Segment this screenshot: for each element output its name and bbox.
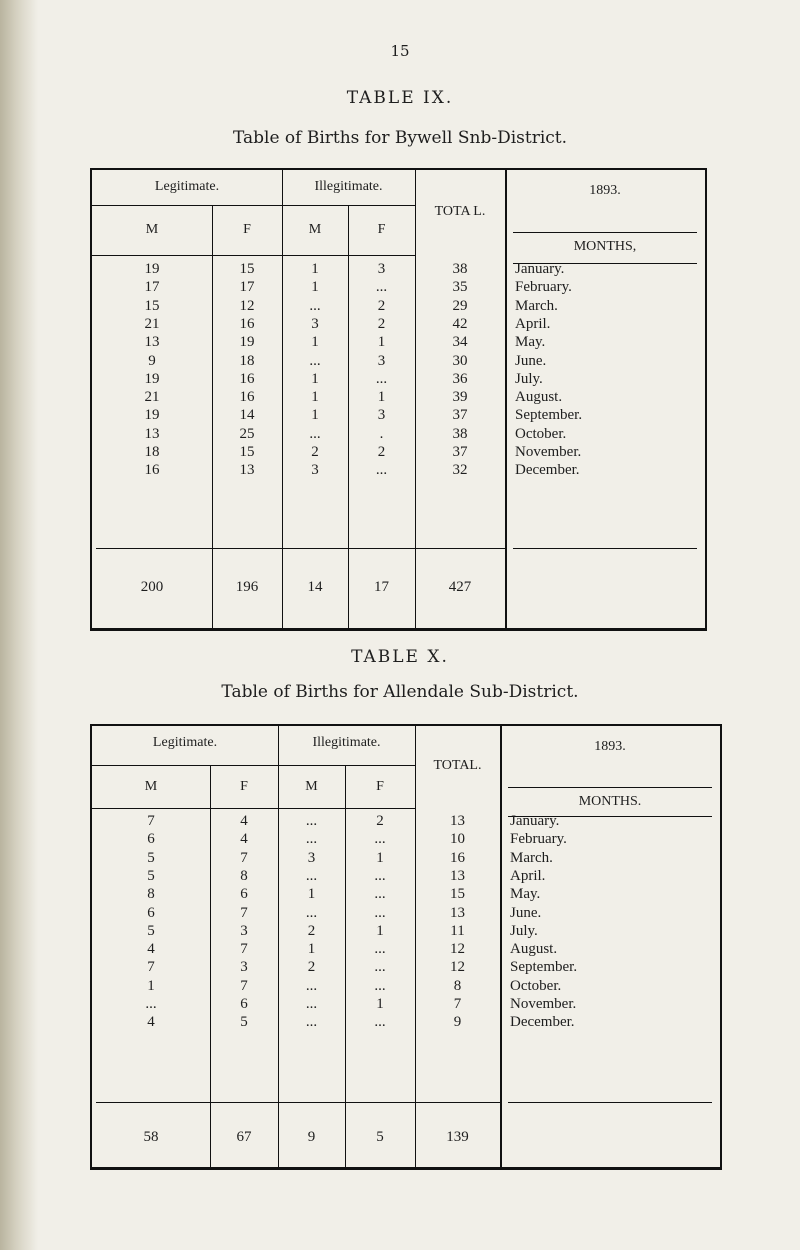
cell-total: 8	[453, 977, 462, 994]
cell-month: December.	[515, 462, 580, 479]
cell-illegit-m: ...	[305, 904, 318, 921]
cell-illegit-f: 1	[376, 849, 384, 866]
right-rule	[705, 168, 707, 631]
cell-illegit-f: ...	[374, 886, 386, 903]
cell-total: 36	[452, 370, 468, 387]
bottom-rule	[90, 628, 707, 631]
cell-legit-m: 15	[144, 297, 160, 314]
legit-header-rule	[92, 205, 282, 206]
cell-month: March.	[510, 849, 553, 866]
cell-total: 42	[452, 315, 468, 332]
illegit-header-rule	[278, 765, 415, 766]
cell-illegit-f: 1	[377, 334, 386, 351]
cell-total: 16	[450, 849, 465, 866]
cell-legit-m: 1	[147, 977, 155, 994]
cell-legit-f: 6	[240, 886, 248, 903]
cell-legit-f: 8	[240, 867, 248, 884]
cell-legit-f: 7	[240, 977, 248, 994]
cell-illegit-m: ...	[305, 813, 318, 829]
cell-illegit-f: ...	[374, 867, 386, 884]
header-legitimate: Legitimate.	[152, 735, 218, 750]
cell-illegit-m: 1	[311, 279, 319, 296]
cell-total: 38	[452, 425, 468, 442]
cell-total: 12	[450, 941, 465, 958]
cell-illegit-f: ...	[374, 831, 386, 848]
cell-month: April.	[510, 867, 546, 884]
cell-legit-m: 19	[144, 407, 160, 424]
table-ix-caption: Table of Births for Bywell Snb-District.	[232, 128, 568, 148]
cell-total: 37	[452, 407, 468, 424]
cell-legit-m: 9	[148, 352, 156, 369]
header-legitimate: Legitimate.	[154, 179, 220, 194]
header-illegitimate: Illegitimate.	[312, 735, 381, 750]
cell-legit-f: 16	[239, 370, 255, 387]
header-illegit-f: F	[377, 222, 386, 237]
cell-total: 13	[450, 867, 465, 884]
cell-legit-f: 7	[240, 941, 248, 958]
cell-legit-f: 12	[239, 297, 255, 314]
total-illegit-m: 9	[307, 1129, 316, 1145]
cell-total: 29	[452, 297, 468, 314]
header-illegit-f: F	[376, 778, 384, 794]
cell-illegit-f: 2	[376, 813, 384, 829]
cell-legit-m: 19	[144, 261, 160, 277]
cell-legit-m: 7	[147, 813, 155, 829]
cell-illegit-f: ...	[374, 977, 386, 994]
total-illegit-f: 17	[374, 579, 389, 595]
header-illegit-m: M	[305, 778, 318, 794]
cell-illegit-m: 3	[307, 849, 316, 866]
cell-month: November.	[515, 444, 582, 460]
header-legit-f: F	[240, 778, 248, 794]
page-number: 15	[390, 42, 410, 60]
cell-total: 30	[452, 352, 468, 369]
header-legit-m: M	[145, 222, 159, 237]
cell-illegit-f: ...	[374, 1014, 386, 1031]
page-edge-shadow	[0, 0, 38, 1250]
header-bottom-rule	[92, 808, 415, 809]
cell-legit-f: 13	[239, 462, 255, 479]
cell-total: 35	[452, 279, 468, 296]
total-illegit-m: 14	[307, 579, 323, 595]
cell-illegit-f: 1	[377, 389, 386, 406]
right-rule	[720, 724, 722, 1170]
cell-total: 10	[450, 831, 465, 848]
header-illegitimate: Illegitimate.	[314, 179, 383, 194]
cell-month: September.	[515, 407, 583, 424]
cell-illegit-f: ...	[374, 941, 386, 958]
cell-total: 37	[452, 444, 468, 460]
cell-illegit-m: 1	[311, 261, 319, 277]
cell-legit-f: 5	[240, 1014, 248, 1031]
cell-illegit-f: 1	[376, 996, 384, 1012]
cell-illegit-m: 2	[307, 959, 316, 976]
cell-illegit-m: ...	[305, 996, 318, 1012]
cell-legit-f: 4	[240, 831, 248, 848]
cell-legit-m: 16	[144, 462, 160, 479]
cell-month: June.	[510, 904, 542, 921]
cell-month: April.	[515, 315, 551, 332]
cell-legit-m: 6	[147, 831, 155, 848]
cell-total: 11	[450, 922, 465, 939]
cell-total: 32	[452, 462, 468, 479]
cell-illegit-f: 2	[377, 315, 386, 332]
cell-month: January.	[510, 813, 560, 829]
table-x-title: TABLE X.	[351, 647, 449, 667]
months-totals-rule	[508, 1102, 712, 1103]
total-legit-m: 58	[143, 1129, 159, 1145]
header-months: MONTHS.	[578, 794, 642, 809]
cell-legit-f: 17	[239, 279, 255, 296]
header-months: MONTHS,	[573, 239, 637, 254]
cell-total: 12	[450, 959, 465, 976]
cell-legit-f: 14	[239, 407, 255, 424]
cell-month: November.	[510, 996, 577, 1012]
cell-illegit-m: 2	[311, 444, 319, 460]
cell-month: March.	[515, 297, 558, 314]
cell-illegit-f: .	[379, 425, 384, 442]
cell-illegit-m: 3	[311, 462, 319, 479]
cell-illegit-m: 1	[307, 941, 316, 958]
cell-total: 39	[452, 389, 468, 406]
cell-month: July.	[510, 922, 538, 939]
year-months-rule	[513, 232, 697, 233]
cell-illegit-m: ...	[305, 867, 318, 884]
cell-legit-f: 25	[239, 425, 255, 442]
top-rule	[90, 724, 722, 726]
header-legit-m: M	[144, 778, 158, 794]
totals-rule	[96, 1102, 500, 1103]
cell-month: May.	[510, 886, 541, 903]
cell-month: February.	[515, 279, 572, 296]
cell-legit-m: 13	[144, 334, 160, 351]
cell-legit-f: 15	[239, 444, 255, 460]
total-illegit-f: 5	[376, 1129, 384, 1145]
cell-legit-m: 6	[147, 904, 155, 921]
cell-total: 9	[453, 1014, 462, 1031]
cell-illegit-m: 1	[311, 334, 319, 351]
header-year: 1893.	[589, 183, 621, 198]
year-months-rule	[508, 787, 712, 788]
top-rule	[90, 168, 707, 170]
cell-legit-m: 4	[147, 1014, 155, 1031]
cell-legit-f: 3	[240, 922, 248, 939]
total-legit-m: 200	[140, 579, 164, 595]
cell-total: 13	[450, 904, 465, 921]
cell-illegit-m: ...	[309, 425, 321, 442]
cell-total: 13	[450, 813, 465, 829]
cell-month: August.	[515, 389, 563, 406]
cell-total: 38	[452, 261, 468, 277]
cell-illegit-f: 2	[377, 297, 386, 314]
cell-illegit-m: ...	[305, 831, 318, 848]
col-rule-months	[500, 724, 502, 1167]
col-rule-months	[505, 168, 507, 628]
cell-month: June.	[515, 352, 547, 369]
header-total: TOTA L.	[434, 203, 486, 219]
header-bottom-rule	[92, 255, 415, 256]
cell-legit-m: 21	[144, 315, 160, 332]
cell-illegit-m: 3	[311, 315, 319, 332]
cell-total: 34	[452, 334, 468, 351]
cell-illegit-f: ...	[374, 904, 386, 921]
cell-legit-f: 15	[239, 261, 255, 277]
header-illegit-m: M	[308, 222, 322, 237]
table-ix-title: TABLE IX.	[346, 88, 454, 108]
cell-illegit-m: 1	[311, 407, 319, 424]
cell-legit-m: 8	[147, 886, 155, 903]
cell-illegit-f: 1	[376, 922, 384, 939]
cell-month: July.	[515, 370, 543, 387]
cell-legit-m: 17	[144, 279, 160, 296]
cell-illegit-m: ...	[309, 297, 321, 314]
cell-legit-m: 5	[147, 867, 155, 884]
cell-illegit-m: 1	[311, 389, 319, 406]
total-total: 139	[446, 1129, 469, 1145]
cell-legit-m: 5	[147, 849, 155, 866]
cell-legit-f: 4	[240, 813, 248, 829]
cell-legit-f: 3	[240, 959, 248, 976]
cell-month: September.	[510, 959, 578, 976]
header-total: TOTAL.	[433, 758, 482, 773]
cell-month: February.	[510, 831, 567, 848]
cell-legit-m: 5	[147, 922, 155, 939]
cell-total: 15	[450, 886, 465, 903]
header-year: 1893.	[594, 739, 626, 754]
cell-legit-f: 6	[240, 996, 248, 1012]
cell-illegit-m: 1	[307, 886, 316, 903]
total-legit-f: 67	[236, 1129, 252, 1145]
cell-total: 7	[453, 996, 462, 1012]
cell-month: January.	[515, 261, 565, 277]
cell-legit-m: 7	[147, 959, 155, 976]
cell-legit-f: 16	[239, 315, 255, 332]
months-totals-rule	[513, 548, 697, 549]
total-total: 427	[448, 579, 472, 595]
cell-month: October.	[515, 425, 567, 442]
cell-illegit-f: ...	[375, 279, 388, 296]
cell-legit-f: 18	[239, 352, 255, 369]
cell-month: May.	[515, 334, 546, 351]
cell-legit-m: ...	[145, 996, 157, 1012]
cell-illegit-f: ...	[375, 462, 388, 479]
cell-legit-f: 19	[239, 334, 255, 351]
total-legit-f: 196	[235, 579, 259, 595]
cell-illegit-f: 3	[377, 352, 386, 369]
cell-illegit-f: ...	[375, 370, 388, 387]
cell-legit-m: 13	[144, 425, 160, 442]
header-legit-f: F	[243, 222, 251, 237]
cell-legit-f: 7	[240, 904, 248, 921]
totals-rule	[96, 548, 505, 549]
cell-legit-m: 21	[144, 389, 160, 406]
cell-illegit-m: 2	[307, 922, 316, 939]
legit-header-rule	[92, 765, 278, 766]
cell-month: October.	[510, 977, 562, 994]
cell-illegit-f: 3	[377, 407, 386, 424]
cell-illegit-m: ...	[305, 977, 318, 994]
cell-legit-m: 19	[144, 370, 160, 387]
cell-illegit-m: ...	[305, 1014, 318, 1031]
cell-legit-f: 7	[240, 849, 248, 866]
table-x-caption: Table of Births for Allendale Sub-District.	[221, 682, 579, 702]
cell-legit-m: 4	[147, 941, 155, 958]
cell-month: August.	[510, 941, 558, 958]
cell-legit-m: 18	[144, 444, 160, 460]
cell-month: December.	[510, 1014, 575, 1031]
cell-illegit-f: 3	[377, 261, 386, 277]
bottom-rule	[90, 1167, 722, 1170]
cell-illegit-m: 1	[311, 370, 319, 387]
cell-legit-f: 16	[239, 389, 255, 406]
cell-illegit-f: ...	[374, 959, 386, 976]
cell-illegit-m: ...	[309, 352, 321, 369]
cell-illegit-f: 2	[377, 444, 386, 460]
